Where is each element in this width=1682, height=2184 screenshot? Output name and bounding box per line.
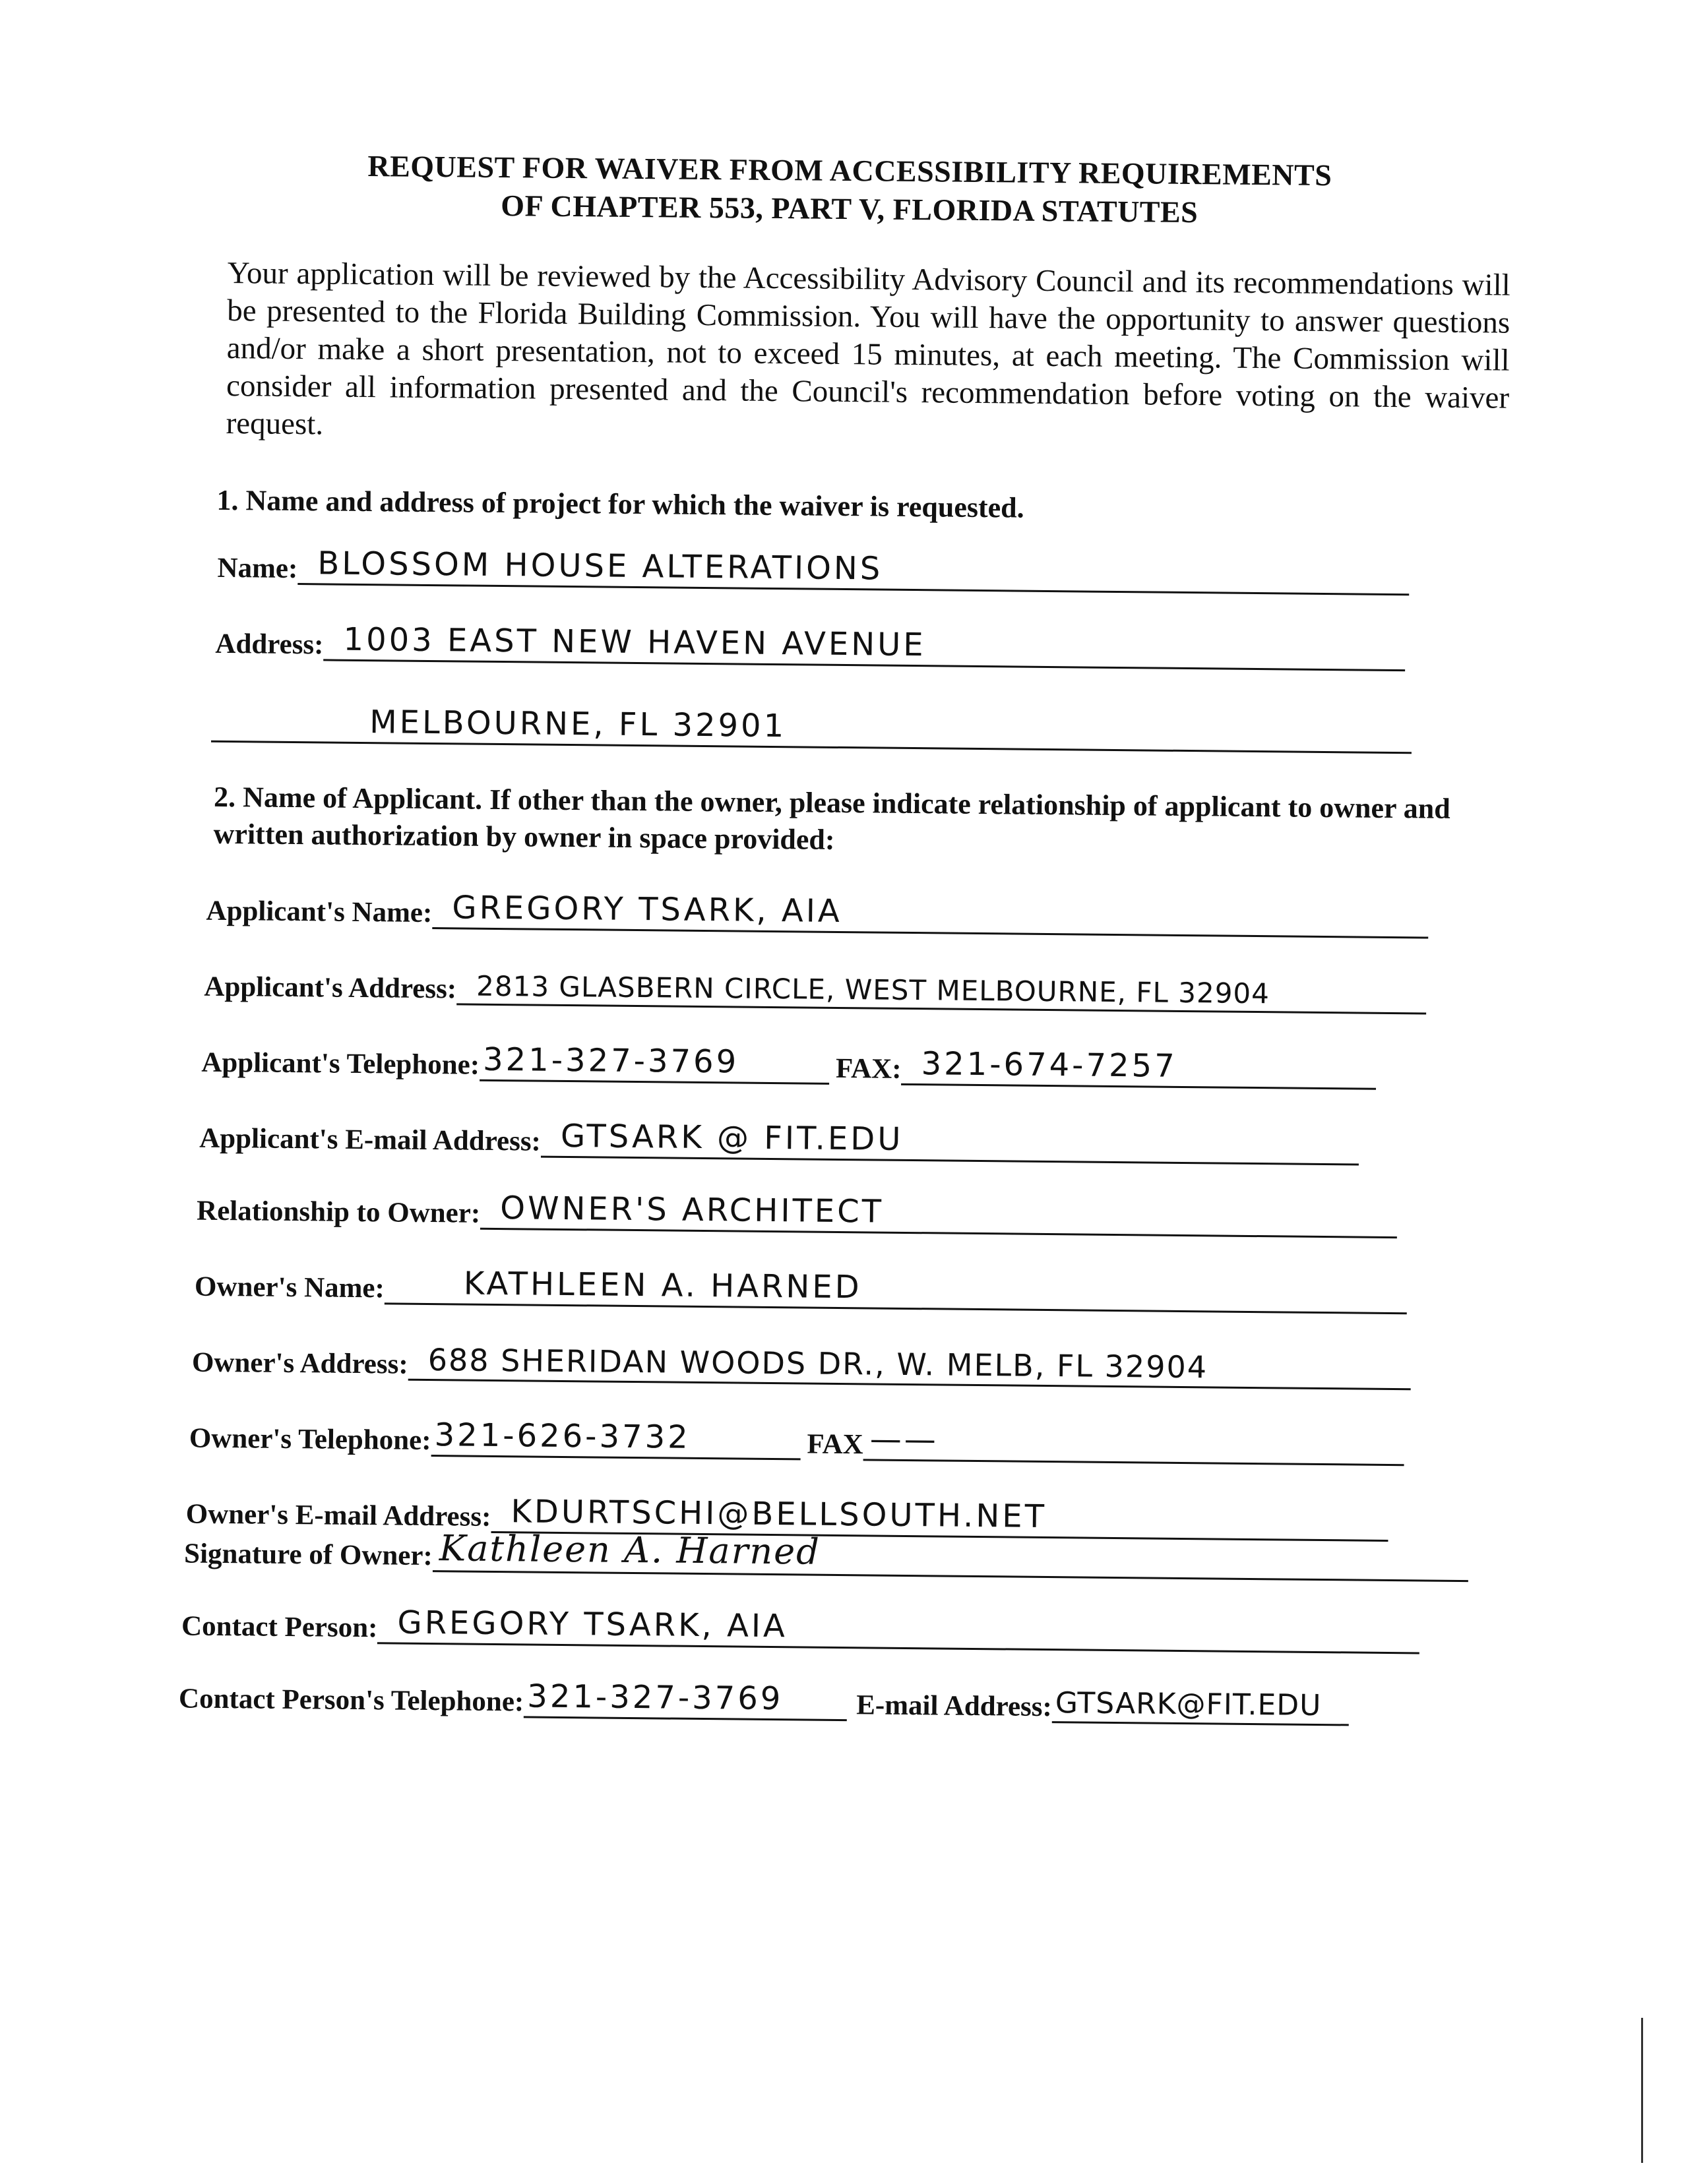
contact-field[interactable] bbox=[377, 1604, 1419, 1654]
project-name-label: Name: bbox=[217, 552, 298, 585]
applicant-name-label: Applicant's Name: bbox=[206, 895, 433, 929]
applicant-phone-row bbox=[201, 1043, 1377, 1090]
relationship-label: Relationship to Owner: bbox=[196, 1195, 481, 1229]
applicant-name-value: GREGORY TSARK, AIA bbox=[452, 889, 843, 930]
owner-phone-label: Owner's Telephone: bbox=[189, 1422, 431, 1457]
intro-paragraph: Your application will be reviewed by the Accessibility Advisory Council and its recommendations will be presented to the Florida Building Commission. You will have the opportunity to answer questions and/or make a short presentation, not to exceed 15 minutes, at each meeting. The Commission will consider all information presented and the Council's recommendation before voting on the waiver request. bbox=[226, 256, 1511, 442]
owner-address-field[interactable] bbox=[408, 1342, 1410, 1391]
applicant-email-field[interactable] bbox=[541, 1117, 1359, 1166]
owner-phone-value: 321-626-3732 bbox=[434, 1416, 691, 1456]
contact-row bbox=[181, 1606, 1420, 1654]
owner-signature-label: Signature of Owner: bbox=[183, 1538, 433, 1572]
owner-email-value: KDURTSCHI@BELLSOUTH.NET bbox=[511, 1493, 1047, 1536]
contact-phone-value: 321-327-3769 bbox=[527, 1678, 784, 1718]
owner-address-label: Owner's Address: bbox=[191, 1347, 408, 1380]
applicant-fax-field[interactable] bbox=[901, 1045, 1376, 1090]
owner-name-label: Owner's Name: bbox=[194, 1271, 385, 1304]
applicant-phone-field[interactable] bbox=[480, 1041, 830, 1085]
owner-signature-row bbox=[183, 1527, 1468, 1582]
owner-signature: Kathleen A. Harned bbox=[439, 1527, 821, 1573]
contact-phone-row bbox=[179, 1678, 1349, 1726]
relationship-row bbox=[197, 1191, 1397, 1238]
form-title-line2: OF CHAPTER 553, PART V, FLORIDA STATUTES bbox=[501, 188, 1199, 229]
scan-edge-mark bbox=[1641, 2018, 1643, 2163]
owner-phone-field[interactable] bbox=[431, 1416, 801, 1460]
owner-signature-field[interactable] bbox=[433, 1527, 1468, 1582]
project-address-row-2 bbox=[211, 706, 1412, 754]
owner-fax-value: —— bbox=[869, 1420, 939, 1459]
applicant-fax-label: FAX: bbox=[835, 1052, 902, 1085]
applicant-phone-label: Applicant's Telephone: bbox=[201, 1046, 480, 1081]
relationship-field[interactable] bbox=[480, 1190, 1397, 1238]
owner-address-value: 688 SHERIDAN WOODS DR., W. MELB, FL 32904 bbox=[427, 1342, 1208, 1385]
owner-name-value: KATHLEEN A. HARNED bbox=[463, 1265, 862, 1306]
relationship-value: OWNER'S ARCHITECT bbox=[499, 1190, 885, 1230]
project-name-field[interactable] bbox=[297, 545, 1409, 595]
owner-email-label: Owner's E-mail Address: bbox=[185, 1498, 491, 1532]
project-name-row bbox=[217, 545, 1409, 595]
contact-phone-field[interactable] bbox=[524, 1678, 848, 1721]
owner-fax-label: FAX bbox=[807, 1428, 863, 1461]
section2-heading: 2. Name of Applicant. If other than the owner, please indicate relationship of applicant to owner and written authorization by owner in space provided: bbox=[213, 780, 1450, 856]
applicant-name-field[interactable] bbox=[432, 889, 1428, 938]
project-address-line1: 1003 EAST NEW HAVEN AVENUE bbox=[343, 621, 926, 664]
project-name-value: BLOSSOM HOUSE ALTERATIONS bbox=[317, 545, 883, 588]
project-address-row bbox=[215, 621, 1406, 671]
applicant-email-label: Applicant's E-mail Address: bbox=[199, 1122, 542, 1157]
project-address-label: Address: bbox=[215, 628, 324, 661]
contact-email-value: GTSARK@FIT.EDU bbox=[1055, 1686, 1322, 1723]
applicant-name-row bbox=[206, 891, 1428, 939]
project-address-field-2[interactable] bbox=[211, 706, 1412, 754]
applicant-address-label: Applicant's Address: bbox=[204, 971, 457, 1005]
applicant-address-field[interactable] bbox=[456, 969, 1426, 1014]
owner-name-row bbox=[195, 1267, 1407, 1315]
contact-label: Contact Person: bbox=[181, 1610, 378, 1644]
owner-fax-field[interactable] bbox=[863, 1420, 1404, 1466]
owner-name-field[interactable] bbox=[385, 1265, 1407, 1314]
contact-email-field[interactable] bbox=[1052, 1687, 1350, 1726]
applicant-email-row bbox=[199, 1118, 1359, 1166]
project-address-line2: MELBOURNE, FL 32901 bbox=[369, 704, 787, 745]
applicant-address-value: 2813 GLASBERN CIRCLE, WEST MELBOURNE, FL 32904 bbox=[476, 969, 1270, 1010]
owner-address-row bbox=[192, 1343, 1411, 1391]
contact-email-label: E-mail Address: bbox=[856, 1689, 1053, 1723]
applicant-email-value: GTSARK @ FIT.EDU bbox=[560, 1117, 904, 1158]
project-address-field-1[interactable] bbox=[323, 621, 1405, 671]
section1-heading: 1. Name and address of project for which the waiver is requested. bbox=[216, 483, 1024, 524]
applicant-phone-value: 321-327-3769 bbox=[482, 1041, 739, 1081]
contact-phone-label: Contact Person's Telephone: bbox=[178, 1683, 524, 1718]
owner-phone-row bbox=[189, 1418, 1404, 1467]
applicant-address-row bbox=[204, 967, 1426, 1015]
form-title-line1: REQUEST FOR WAIVER FROM ACCESSIBILITY REQUIREMENTS bbox=[367, 149, 1332, 193]
applicant-fax-value: 321-674-7257 bbox=[921, 1045, 1177, 1085]
contact-value: GREGORY TSARK, AIA bbox=[397, 1604, 788, 1645]
